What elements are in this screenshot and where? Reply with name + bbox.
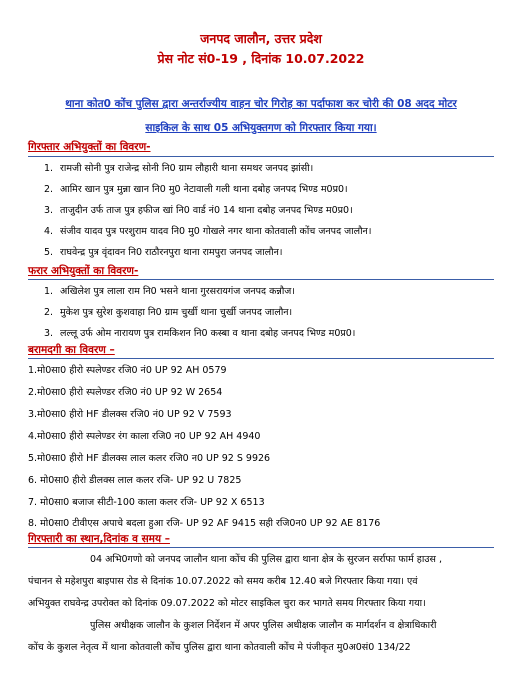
item-text: मुकेश पुत्र सुरेश कुशवाहा नि0 ग्राम चुर्खी थाना चुर्खी जनपद जालौन। [60, 307, 293, 318]
direction-para-line: कोंच के कुशल नेतृत्व में थाना कोतवाली कोंच पुलिस द्वारा थाना कोतवाली कोंच मे पंजीकृत मु0अ0सं0 134/22 [28, 642, 411, 653]
press-note-number: प्रेस नोट सं0-19 , दिनांक 10.07.2022 [157, 51, 365, 66]
recovery-item: 5.मो0सा0 हीरो HF डीलक्स लाल कलर रजि0 न0 UP 92 S 9926 [28, 453, 271, 464]
item-number: 5. [44, 247, 54, 258]
headline-line-2: साइकिल के साथ 05 अभियुक्तगण को गिरफ्तार किया गया। [145, 122, 377, 134]
item-text: आमिर खान पुत्र मुन्ना खान नि0 मु0 नेटावाली गली थाना दबोह जनपद भिण्ड म0प्र0। [60, 184, 348, 195]
recovery-item: 1.मो0सा0 हीरो स्पलेण्डर रजि0 नं0 UP 92 AH 0579 [28, 365, 227, 376]
item-number: 1. [44, 286, 54, 297]
recovery-item: 7. मो0सा0 बजाज सीटी-100 काला कलर रजि- UP 92 X 6513 [28, 497, 265, 508]
item-text: रामजी सोनी पुत्र राजेन्द्र सोनी नि0 ग्राम लौहारी थाना समथर जनपद झांसी। [60, 163, 314, 174]
item-number: 4. [44, 226, 54, 237]
absconding-item [44, 326, 355, 339]
arrest-para-line: अभियुक्त राघवेन्द्र उपरोक्त को दिनांक 09.07.2022 को मोटर साइकिल चुरा कर भागते समय गिरफ्तार किया गया। [28, 598, 426, 609]
item-text: लल्लू उर्फ ओम नारायण पुत्र रामकिशन नि0 कस्बा व थाना दबोह जनपद भिण्ड म0प्र0। [60, 328, 356, 339]
item-text: ताजुदीन उर्फ ताज पुत्र हफीज खां नि0 वार्ड नं0 14 थाना दबोह जनपद भिण्ड म0प्र0। [60, 205, 353, 216]
arrested-item [44, 224, 371, 237]
section-divider [28, 156, 494, 157]
item-text: अखिलेश पुत्र लाला राम नि0 भसने थाना गुरसरायगंज जनपद कन्नौज। [60, 286, 295, 297]
item-number: 3. [44, 205, 54, 216]
district-title: जनपद जालौन, उत्तर प्रदेश [200, 31, 322, 46]
item-number: 2. [44, 307, 54, 318]
arrest-para-line: 04 अभि0गणो को जनपद जालौन थाना कोंच की पुलिस द्वारा थाना क्षेत्र के सुरजन सर्राफा फार्म हाउस , [90, 554, 442, 565]
arrested-item [44, 182, 348, 195]
arrested-item [44, 203, 353, 216]
item-text: राघवेन्द्र पुत्र वृंदावन नि0 राठौरनपुरा थाना रामपुरा जनपद जालौन। [60, 247, 283, 258]
section-divider [28, 279, 494, 280]
item-number: 3. [44, 328, 54, 339]
item-number: 1. [44, 163, 54, 174]
recovery-item: 8. मो0सा0 टीवीएस अपाचे बदला हुआ रजि- UP 92 AF 9415 सही रजि0न0 UP 92 AE 8176 [28, 518, 381, 529]
recovery-heading: बरामदगी का विवरण – [28, 344, 115, 356]
headline-line-1: थाना कोत0 कोंच पुलिस द्वारा अन्तर्राज्यीय वाहन चोर गिरोह का पर्दाफाश कर चोरी की 08 अदद मोटर [65, 98, 457, 110]
arrest-place-heading: गिरफ्तारी का स्थान,दिनांक व समय – [28, 533, 170, 545]
recovery-item: 6. मो0सा0 हीरो डीलक्स लाल कलर रजि- UP 92 U 7825 [28, 475, 242, 486]
recovery-item: 2.मो0सा0 हीरो स्पलेण्डर रजि0 नं0 UP 92 W 2654 [28, 387, 223, 398]
absconding-item [44, 284, 295, 297]
arrest-para-line: पंचानन से महेशपुरा बाइपास रोड से दिनांक 10.07.2022 को समय करीब 12.40 बजे गिरफ्तार किया गया। एवं [28, 576, 418, 587]
item-text: संजीव यादव पुत्र परशुराम यादव नि0 मु0 गोखले नगर थाना कोतवाली कोंच जनपद जालौन। [60, 226, 372, 237]
arrested-item [44, 161, 313, 174]
recovery-item: 3.मो0सा0 हीरो HF डीलक्स रजि0 नं0 UP 92 V 7593 [28, 409, 232, 420]
section-divider [28, 358, 494, 359]
absconding-item [44, 305, 292, 318]
absconding-heading: फरार अभियुक्तों का विवरण- [28, 265, 139, 277]
section-divider [28, 547, 494, 548]
item-number: 2. [44, 184, 54, 195]
arrested-item [44, 245, 282, 258]
recovery-item: 4.मो0सा0 हीरो स्पलेण्डर रंग काला रजि0 न0 UP 92 AH 4940 [28, 431, 261, 442]
arrested-heading: गिरफ्तार अभियुक्तों का विवरण- [28, 141, 151, 153]
direction-para-line: पुलिस अधीक्षक जालौन के कुशल निर्देशन में अपर पुलिस अधीक्षक जालौन क मार्गदर्शन व क्षेत्राधिकारी [90, 620, 437, 631]
